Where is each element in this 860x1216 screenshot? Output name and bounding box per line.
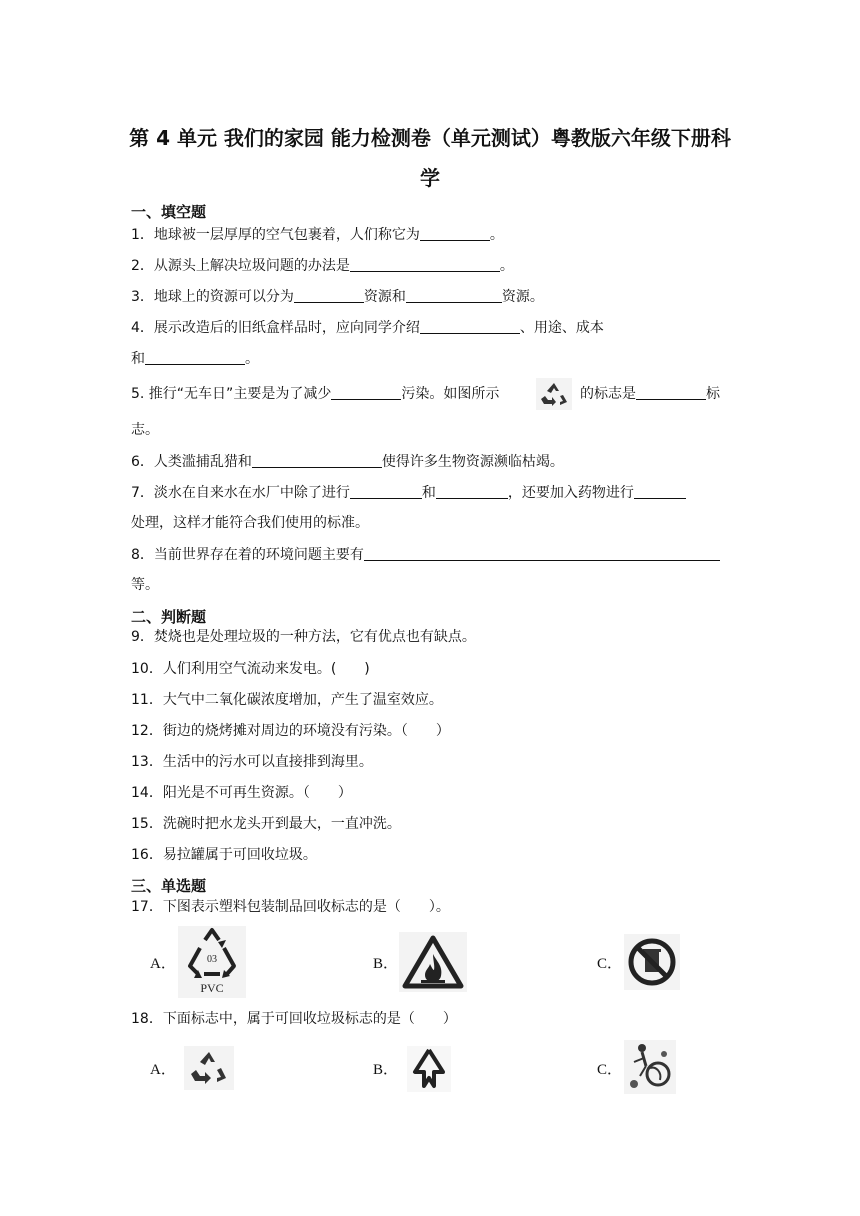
- question-5-line-1: 5. 推行“无车日”主要是为了减少 污染。如图所示: [131, 386, 500, 402]
- litter-sketch-icon[interactable]: [624, 1040, 676, 1094]
- question-7-line-1: 7．淡水在自来水在水厂中除了进行 和 ，还要加入药物进行: [131, 483, 731, 503]
- answer-blank[interactable]: [420, 226, 490, 241]
- q18-option-b-label[interactable]: B．: [373, 1062, 399, 1078]
- question-7-line-2: 处理，这样才能符合我们使用的标准。: [131, 515, 369, 531]
- question-15: 15．洗碗时把水龙头开到最大，一直冲洗。: [131, 816, 401, 832]
- question-9: 9．焚烧也是处理垃圾的一种方法，它有优点也有缺点。: [131, 629, 476, 645]
- pvc-code-text: 03: [207, 954, 217, 965]
- q18-option-a-label[interactable]: A．: [150, 1062, 176, 1078]
- section-choice-heading: 三、单选题: [131, 877, 207, 895]
- recycle-arrows-icon: [536, 378, 572, 410]
- question-3: 3．地球上的资源可以分为 资源和 资源。: [131, 289, 544, 305]
- answer-blank[interactable]: [420, 319, 520, 334]
- pvc-recycle-icon[interactable]: [178, 926, 246, 998]
- question-5-line-1-end: 的标志是 标: [580, 386, 720, 402]
- answer-blank[interactable]: [294, 288, 364, 303]
- tree-outline-icon[interactable]: [407, 1046, 451, 1092]
- q17-option-c-label[interactable]: C．: [597, 956, 623, 972]
- answer-blank[interactable]: [350, 484, 422, 499]
- recycle-arrows-icon[interactable]: [184, 1046, 234, 1090]
- question-6: 6．人类滥捕乱猎和 使得许多生物资源濒临枯竭。: [131, 454, 564, 470]
- page-title: [120, 118, 740, 198]
- answer-blank[interactable]: [252, 453, 382, 468]
- q17-option-b-label[interactable]: B．: [373, 956, 399, 972]
- pvc-label-text: PVC: [200, 981, 224, 995]
- title-line-1: 第 4 单元 我们的家园 能力检测卷（单元测试）粤教版六年级下册科: [129, 126, 731, 150]
- answer-blank[interactable]: [636, 385, 706, 400]
- answer-blank[interactable]: [436, 484, 508, 499]
- question-12: 12．街边的烧烤摊对周边的环境没有污染。（ ）: [131, 723, 450, 739]
- no-trash-can-icon[interactable]: [624, 934, 680, 990]
- question-16: 16．易拉罐属于可回收垃圾。: [131, 847, 317, 863]
- question-5-line-2: 志。: [131, 422, 159, 438]
- title-line-2: 学: [420, 166, 440, 190]
- answer-blank[interactable]: [350, 257, 500, 272]
- question-2: 2．从源头上解决垃圾问题的办法是 。: [131, 258, 514, 274]
- question-8-line-2: 等。: [131, 577, 159, 593]
- question-10: 10．人们利用空气流动来发电。( ): [131, 661, 370, 677]
- q18-option-c-label[interactable]: C．: [597, 1062, 623, 1078]
- question-13: 13．生活中的污水可以直接排到海里。: [131, 754, 373, 770]
- answer-blank[interactable]: [406, 288, 502, 303]
- question-8-line-1: 8．当前世界存在着的环境问题主要有: [131, 545, 731, 565]
- q17-option-a-label[interactable]: A．: [150, 956, 176, 972]
- question-18: 18．下面标志中，属于可回收垃圾标志的是（ ）: [131, 1011, 457, 1027]
- answer-blank[interactable]: [145, 350, 245, 365]
- answer-blank[interactable]: [364, 546, 720, 561]
- question-14: 14．阳光是不可再生资源。（ ）: [131, 785, 352, 801]
- section-judge-heading: 二、判断题: [131, 608, 207, 626]
- question-17: 17．下图表示塑料包装制品回收标志的是（ ）。: [131, 899, 450, 915]
- answer-blank[interactable]: [634, 484, 686, 499]
- answer-blank[interactable]: [331, 385, 401, 400]
- section-fill-heading: 一、填空题: [131, 203, 207, 221]
- question-4-line-1: 4．展示改造后的旧纸盒样品时，应向同学介绍 、用途、成本: [131, 320, 604, 336]
- question-1: 1．地球被一层厚厚的空气包裹着，人们称它为 。: [131, 227, 504, 243]
- question-11: 11．大气中二氧化碳浓度增加，产生了温室效应。: [131, 692, 443, 708]
- flammable-warning-icon[interactable]: [399, 932, 467, 992]
- question-4-line-2: 和 。: [131, 351, 259, 367]
